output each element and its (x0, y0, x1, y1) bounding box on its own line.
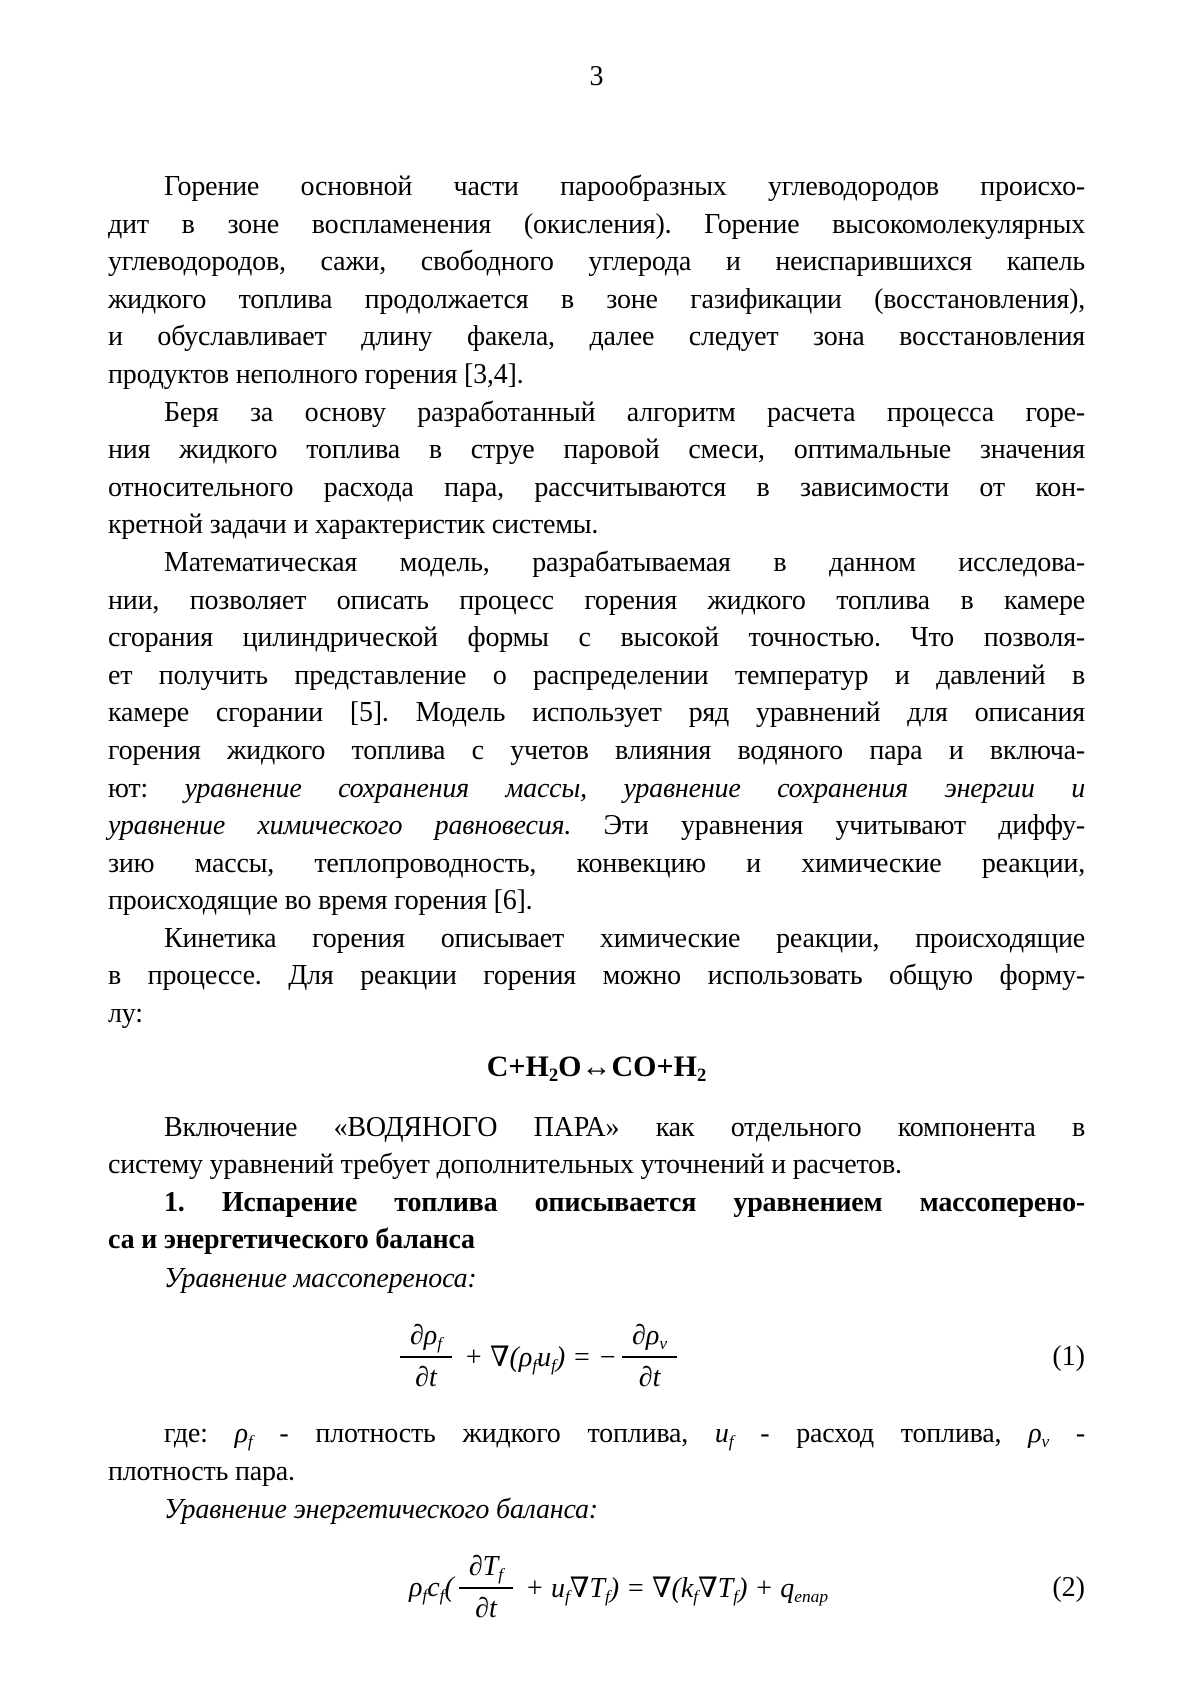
math-text: + $\nabla(\rho_fu_f)$ = − (457, 1342, 618, 1375)
math-text: + $u_f\nabla T_f) = \nabla(k_f\nabla T_f) + q_{enap}$ (518, 1573, 829, 1607)
equation-number: (1) (1052, 1341, 1085, 1373)
paragraph (108, 544, 1085, 920)
fraction-denominator: ∂t (475, 1593, 497, 1625)
text-line: горения жидкого топлива с учетов влияния водяного пара и включа- (108, 734, 1085, 766)
text-line: са и энергетического баланса (108, 1224, 475, 1256)
equation-label: Уравнение массопереноса: (164, 1263, 477, 1295)
text-line: дит в зоне воспламенения (окисления). Горение высокомолекулярных (108, 208, 1085, 240)
text-line: ют: уравнение сохранения массы, уравнение сохранения энергии и (108, 772, 1085, 804)
text-line: и обуславливает длину факела, далее следует зона восстановления (108, 321, 1085, 353)
math-text: $\rho_fc_f$( (408, 1572, 454, 1606)
fraction (622, 1320, 677, 1394)
text-line: систему уравнений требует дополнительных уточнений и расчетов. (108, 1149, 902, 1181)
text-line: плотность пара. (108, 1455, 295, 1487)
equation (395, 1320, 682, 1394)
text-line: Математическая модель, разрабатываемая в данном исследова- (164, 546, 1085, 578)
text-line: нии, позволяет описать процесс горения жидкого топлива в камере (108, 584, 1085, 616)
text-line: кретной задачи и характеристик системы. (108, 509, 599, 541)
text-line: Включение «ВОДЯНОГО ПАРА» как отдельного компонента в (164, 1111, 1085, 1143)
text-line: сгорания цилиндрической формы с высокой точностью. Что позволя- (108, 622, 1085, 654)
fraction-denominator: ∂t (415, 1362, 437, 1394)
equation-row (108, 1532, 1085, 1644)
paragraph (108, 1184, 1085, 1259)
fraction-numerator: $\partial\rho_v$ (622, 1320, 677, 1358)
equation-label: Уравнение энергетического баланса: (164, 1494, 598, 1526)
fraction (400, 1320, 452, 1394)
text-line: Беря за основу разработанный алгоритм расчета процесса горе- (164, 396, 1085, 428)
text-line: ет получить представление о распределении температур и давлений в (108, 659, 1085, 691)
paragraph (108, 394, 1085, 544)
text-line: лу: (108, 998, 143, 1030)
equation (409, 1551, 828, 1625)
text-line: в процессе. Для реакции горения можно использовать общую форму- (108, 960, 1085, 992)
paragraph (108, 168, 1085, 394)
fraction-numerator: $\partial T_f$ (459, 1551, 513, 1589)
equation-number: (2) (1052, 1572, 1085, 1604)
text-line: где: $\rho_f$ - плотность жидкого топлива, $u_f$ - расход топлива, $\rho_v$ - (164, 1418, 1085, 1451)
fraction-denominator: ∂t (638, 1362, 661, 1394)
text-line: продуктов неполного горения [3,4]. (108, 358, 524, 390)
equation-row (108, 1301, 1085, 1413)
text-line: ния жидкого топлива в струе паровой смеси, оптимальные значения (108, 434, 1085, 466)
document-body (108, 168, 1085, 1644)
text-line: относительного расхода пара, рассчитываются в зависимости от кон- (108, 471, 1085, 503)
chemical-formula: $C+H_2O\leftrightarrow CO+H_2$ (486, 1049, 707, 1086)
paragraph (108, 1109, 1085, 1184)
paragraph (108, 1415, 1085, 1490)
text-line: зию массы, теплопроводность, конвекцию и химические реакции, (108, 847, 1085, 879)
text-line: происходящие во время горения [6]. (108, 885, 533, 917)
text-line: Кинетика горения описывает химические реакции, происходящие (164, 922, 1085, 954)
page-number: 3 (589, 61, 604, 92)
text-line: углеводородов, сажи, свободного углерода и неиспарившихся капель (108, 246, 1085, 278)
fraction-numerator: $\partial\rho_f$ (400, 1320, 452, 1358)
text-line: камере сгорании [5]. Модель использует ряд уравнений для описания (108, 697, 1085, 729)
text-line: 1. Испарение топлива описывается уравнением массоперено- (164, 1186, 1085, 1218)
fraction (459, 1551, 513, 1625)
text-line: жидкого топлива продолжается в зоне газификации (восстановления), (108, 283, 1085, 315)
text-line: Горение основной части парообразных углеводородов происхо- (164, 171, 1085, 202)
text-line: уравнение химического равновесия. Эти уравнения учитывают диффу- (108, 810, 1085, 842)
paragraph (108, 920, 1085, 1033)
